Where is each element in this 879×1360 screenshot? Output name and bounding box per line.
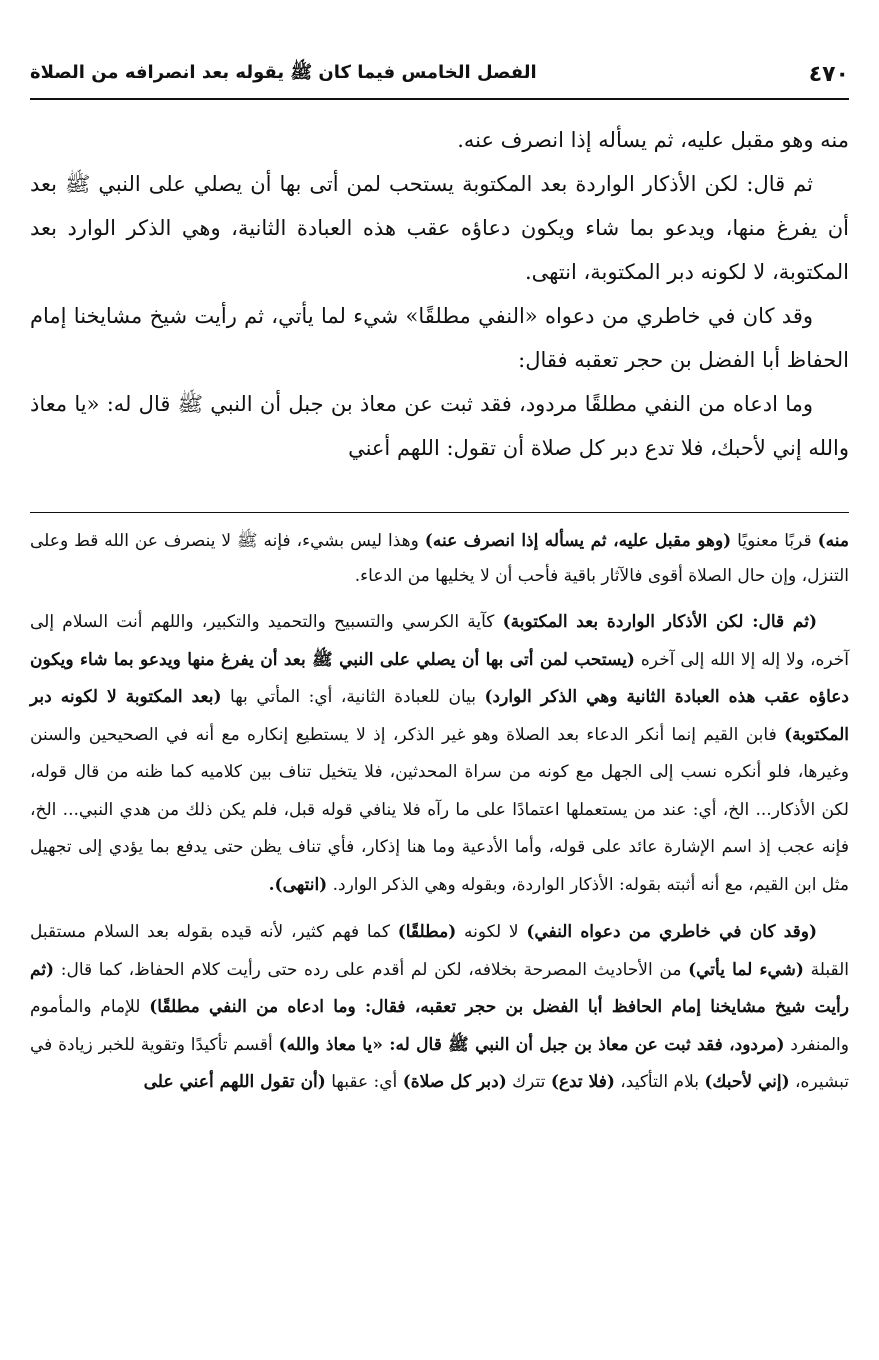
commentary-text: للإمام والمأموم والمنفرد xyxy=(30,997,849,1055)
commentary-quote: (انتهى). xyxy=(268,874,328,895)
commentary-divider xyxy=(30,512,849,513)
commentary-quote: (ثم رأيت شيخ مشايخنا إمام الحافظ أبا الفضل بن حجر تعقبه، فقال: وما ادعاه من النفي مطلقًا) xyxy=(30,959,849,1017)
commentary-paragraph-1 xyxy=(30,524,849,594)
commentary-text: تترك xyxy=(506,1072,551,1092)
commentary-paragraph-3 xyxy=(30,914,849,1102)
commentary-text: كما فهم كثير، لأنه قيده بقوله بعد السلام مستقبل القبلة xyxy=(30,922,849,980)
commentary-paragraph-2 xyxy=(30,604,849,904)
commentary-quote: (يستحب لمن أتى بها أن يصلي على النبي ﷺ بعد أن يفرغ منها ويدعو بما شاء ويكون دعاؤه عقب هذه العبادة الثانية وهي الذكر الوارد) xyxy=(30,649,849,707)
commentary xyxy=(30,524,849,1112)
running-header xyxy=(30,56,849,92)
commentary-quote: (ثم قال: لكن الأذكار الواردة بعد المكتوبة) xyxy=(502,612,817,632)
main-paragraph-1: منه وهو مقبل عليه، ثم يسأله إذا انصرف عنه. xyxy=(457,128,849,152)
main-paragraph-3: وقد كان في خاطري من دعواه «النفي مطلقًا» شيء لما يأتي، ثم رأيت شيخ مشايخنا إمام الحفاظ أبا الفضل بن حجر تعقبه فقال: xyxy=(30,304,849,372)
book-page xyxy=(30,0,849,1360)
commentary-quote: (مطلقًا) xyxy=(397,922,457,942)
chapter-title: الفصل الخامس فيما كان ﷺ يقوله بعد انصرافه من الصلاة xyxy=(30,62,537,83)
commentary-quote: (بعد المكتوبة لا لكونه دبر المكتوبة) xyxy=(30,687,849,745)
commentary-quote: (وقد كان في خاطري من دعواه النفي) xyxy=(526,922,817,942)
commentary-quote: (أن تقول اللهم أعني على xyxy=(143,1072,326,1092)
commentary-text: من الأحاديث المصرحة بخلافه، لكن لم أقدم على رده حتى رأيت كلام الحفاظ، كما قال: xyxy=(54,959,689,980)
commentary-quote: (فلا تدع) xyxy=(550,1072,615,1092)
commentary-text: بيان للعبادة الثانية، أي: المأتي بها xyxy=(221,687,485,707)
commentary-text: وهذا ليس بشيء، فإنه ﷺ لا ينصرف عن الله قط وعلى التنزل، وإن حال الصلاة أقوى فالآثار باقية فأحب أن لا يخليها من الدعاء. xyxy=(30,531,849,586)
commentary-quote: (دبر كل صلاة) xyxy=(402,1072,507,1092)
commentary-quote: (مردود، فقد ثبت عن معاذ بن جبل أن النبي ﷺ قال له: «يا معاذ والله) xyxy=(278,1034,785,1055)
main-text xyxy=(30,118,849,470)
commentary-text: أقسم تأكيدًا وتقوية للخبر زيادة في تبشيره، xyxy=(30,1034,849,1092)
commentary-quote: (وهو مقبل عليه، ثم يسأله إذا انصرف عنه) xyxy=(424,531,732,551)
header-rule xyxy=(30,98,849,100)
commentary-text: قربًا معنويًا xyxy=(731,531,818,551)
commentary-text: أي: عقبها xyxy=(325,1072,403,1092)
commentary-quote: (إني لأحبك) xyxy=(704,1072,790,1092)
commentary-text: لا لكونه xyxy=(456,922,527,942)
main-paragraph-4: وما ادعاه من النفي مطلقًا مردود، فقد ثبت عن معاذ بن جبل أن النبي ﷺ قال له: «يا معاذ والله إني لأحبك، فلا تدع دبر كل صلاة أن تقول: اللهم أعني xyxy=(30,392,849,460)
commentary-text: بلام التأكيد، xyxy=(614,1072,705,1092)
page-number: ٤٧٠ xyxy=(808,61,849,87)
commentary-text: كآية الكرسي والتسبيح والتحميد والتكبير، واللهم أنت السلام إلى آخره، ولا إله إلا الله إلى آخره xyxy=(30,612,849,670)
commentary-quote: (شيء لما يأتي) xyxy=(688,959,804,980)
main-paragraph-2: ثم قال: لكن الأذكار الواردة بعد المكتوبة يستحب لمن أتى بها أن يصلي على النبي ﷺ بعد أن يفرغ منها، ويدعو بما شاء ويكون دعاؤه عقب هذه العبادة الثانية، وهي الذكر الوارد بعد المكتوبة، لا لكونه دبر المكتوبة، انتهى. xyxy=(30,172,849,284)
commentary-text: فابن القيم إنما أنكر الدعاء بعد الصلاة وهو غير الذكر، إذ لا يستطيع إنكاره مع أنه في الصحيحين والسنن وغيرها، فلو أنكره نسب إلى الجهل مع كونه من سراة المحدثين، فلا يتخيل تناف بين كلاميه كما ظنه من قال قوله، لكن الأذكار... الخ، أي: عند من يستعملها اعتمادًا على ما رآه فلا ينافي قوله قبل، فلم يكن ذلك من هدي النبي... الخ، فإنه عجب إذ اسم الإشارة عائد على قوله، وأما الأدعية وما هنا إذكار، فأي تناف يظن حتى يدفع بما يؤدي إلى تجهيل مثل ابن القيم، مع أنه أثبته بقوله: الأذكار الواردة، وبقوله وهي الذكر الوارد. xyxy=(30,724,849,895)
commentary-quote: منه) xyxy=(817,531,849,551)
